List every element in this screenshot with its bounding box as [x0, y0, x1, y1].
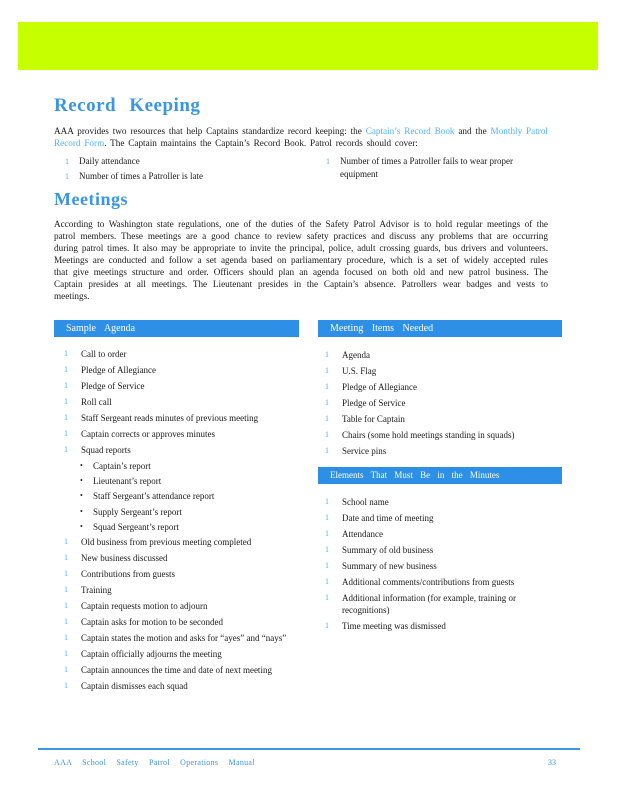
list-item-text: Training: [81, 584, 112, 595]
sub-list-item: [55, 521, 299, 533]
list-item: [316, 620, 552, 632]
bullet-icon: •: [80, 476, 83, 486]
list-item: [316, 365, 560, 377]
list-item-text: Table for Captain: [342, 414, 405, 424]
list-item-text: Captain states the motion and asks for “ayes” and “nays”: [81, 632, 287, 643]
bullet-icon: 1: [64, 648, 68, 658]
list-item-text: Captain asks for motion to be seconded: [81, 616, 223, 627]
list-item-text: Pledge of Allegiance: [81, 365, 156, 375]
list-item-text: Summary of new business: [342, 561, 437, 571]
record-keeping-text-1: AAA provides two resources that help Captains standardize record keeping: the: [54, 126, 366, 136]
bullet-icon: 1: [64, 664, 68, 674]
list-item-text: Call to order: [81, 349, 127, 359]
bullet-icon: 1: [325, 366, 329, 375]
list-item-text: Captain requests motion to adjourn: [81, 600, 208, 611]
list-item-text: Squad reports: [81, 445, 131, 455]
meeting-items-needed-list: [316, 349, 560, 461]
meetings-heading: Meetings: [54, 189, 128, 209]
list-item: [316, 576, 552, 588]
bullet-icon: 1: [325, 497, 329, 506]
bullet-icon: 1: [64, 600, 68, 610]
list-item: [55, 632, 299, 644]
list-item: [55, 680, 299, 692]
list-item: [55, 616, 299, 628]
list-item: [55, 536, 299, 548]
record-keeping-paragraph: [54, 125, 548, 149]
bullet-icon: 1: [65, 172, 69, 181]
bullet-icon: 1: [326, 157, 330, 166]
bullet-icon: 1: [325, 529, 329, 538]
bullet-icon: 1: [325, 621, 329, 630]
bullet-icon: 1: [64, 552, 68, 562]
list-item-text: Number of times a Patroller fails to wear proper equipment: [340, 156, 513, 179]
bullet-icon: 1: [325, 545, 329, 554]
footer-title: AAA School Safety Patrol Operations Manual: [54, 758, 255, 767]
bullet-icon: 1: [64, 349, 68, 358]
list-item-text: Time meeting was dismissed: [342, 621, 446, 631]
list-item-text: Pledge of Service: [81, 381, 145, 391]
record-items-right: [316, 155, 552, 183]
list-item: [316, 544, 552, 556]
bullet-icon: 1: [64, 680, 68, 690]
list-item-text: Additional information (for example, training or recognitions): [342, 593, 516, 615]
record-items-left: [55, 155, 315, 185]
list-item: [55, 552, 299, 564]
bullet-icon: 1: [64, 445, 68, 454]
bullet-icon: •: [80, 506, 83, 516]
bullet-icon: 1: [64, 536, 68, 546]
list-item: [55, 170, 315, 183]
list-item-text: Number of times a Patroller is late: [79, 171, 203, 181]
list-item: [55, 364, 299, 376]
bullet-icon: •: [80, 491, 83, 501]
list-item: [55, 348, 299, 360]
list-item: [55, 648, 299, 660]
list-item-text: Captain’s report: [93, 461, 151, 471]
sample-agenda-header: Sample Agenda: [54, 320, 299, 337]
bullet-icon: 1: [325, 430, 329, 439]
monthly-patrol-record-form-link[interactable]: Monthly Patrol Record Form: [54, 126, 548, 148]
list-item: [316, 445, 560, 457]
list-item-text: Summary of old business: [342, 545, 434, 555]
list-item-text: Captain announces the time and date of next meeting: [81, 664, 272, 675]
list-item: [55, 412, 299, 424]
meetings-paragraph: According to Washington state regulations, one of the duties of the Safety Patrol Advisor is to hold regular meetings of the patrol members. These meetings are a good chance to review safety practices and discuss any problems that are occurring during patrol times. It also may be appropriate to invite the principal, police, adult crossing guards, bus drivers and volunteers. Meetings are conducted and follow a set agenda based on parliamentary procedure, which is a set of widely accepted rules that give meetings structure and order. Officers should plan an agenda focused on both old and new patrol business. The Captain presides at all meetings. The Lieutenant presides in the Captain’s absence. Patrollers wear badges and vests to meetings.: [54, 219, 548, 301]
sub-list-item: [55, 506, 299, 518]
list-item-text: Captain corrects or approves minutes: [81, 429, 215, 439]
record-keeping-text-2: and the: [454, 126, 491, 136]
minutes-elements-header: Elements That Must Be in the Minutes: [318, 467, 562, 484]
list-item: [55, 428, 299, 440]
list-item-text: Captain dismisses each squad: [81, 680, 188, 691]
list-item: [316, 496, 552, 508]
list-item-text: Old business from previous meeting completed: [81, 536, 252, 547]
list-item-text: School name: [342, 497, 389, 507]
list-item: [316, 381, 560, 393]
list-item: [316, 528, 552, 540]
list-item: [316, 155, 552, 181]
footer-rule: [38, 748, 580, 750]
list-item: [316, 397, 560, 409]
list-item-text: Agenda: [342, 350, 370, 360]
bullet-icon: 1: [325, 513, 329, 522]
list-item: [55, 568, 299, 580]
meeting-items-needed-header: Meeting Items Needed: [318, 320, 562, 337]
list-item-text: Staff Sergeant’s attendance report: [93, 491, 215, 502]
list-item: [316, 512, 552, 524]
bullet-icon: 1: [64, 584, 68, 594]
bullet-icon: •: [80, 461, 83, 470]
list-item: [55, 155, 315, 168]
list-item-text: Chairs (some hold meetings standing in squads): [342, 430, 515, 440]
record-keeping-heading: Record Keeping: [54, 95, 201, 116]
page-number: 33: [548, 758, 556, 767]
list-item: [55, 380, 299, 392]
record-keeping-text-3: . The Captain maintains the Captain’s Record Book. Patrol records should cover:: [104, 138, 418, 148]
bullet-icon: 1: [325, 382, 329, 391]
bullet-icon: 1: [325, 577, 329, 586]
list-item-text: Supply Sergeant’s report: [93, 506, 182, 517]
list-item-text: Additional comments/contributions from guests: [342, 577, 515, 587]
list-item: [316, 560, 552, 572]
list-item-text: Staff Sergeant reads minutes of previous meeting: [81, 413, 259, 423]
list-item: [55, 396, 299, 408]
sub-list-item: [55, 475, 299, 487]
list-item-text: Roll call: [81, 397, 112, 407]
bullet-icon: 1: [325, 446, 329, 455]
bullet-icon: 1: [65, 157, 69, 166]
bullet-icon: 1: [325, 398, 329, 407]
list-item: [316, 592, 552, 616]
bullet-icon: 1: [64, 397, 68, 406]
bullet-icon: •: [80, 521, 83, 531]
bullet-icon: 1: [64, 429, 68, 438]
bullet-icon: 1: [64, 381, 68, 390]
list-item: [55, 664, 299, 676]
bullet-icon: 1: [325, 414, 329, 423]
sample-agenda-list: [55, 348, 299, 696]
bullet-icon: 1: [64, 632, 68, 642]
list-item-text: Pledge of Service: [342, 398, 406, 408]
sub-list-item: [55, 460, 299, 472]
sub-list-item: [55, 490, 299, 502]
list-item: [55, 444, 299, 456]
list-item-text: Attendance: [342, 529, 383, 539]
list-item: [316, 429, 560, 441]
list-item-text: Squad Sergeant’s report: [93, 521, 179, 532]
captains-record-book-link[interactable]: Captain’s Record Book: [365, 126, 455, 136]
bullet-icon: 1: [325, 593, 329, 602]
list-item-text: U.S. Flag: [342, 366, 377, 376]
bullet-icon: 1: [64, 568, 68, 578]
bullet-icon: 1: [325, 350, 329, 359]
list-item-text: Date and time of meeting: [342, 513, 434, 523]
list-item: [55, 600, 299, 612]
list-item-text: New business discussed: [81, 552, 168, 563]
list-item-text: Service pins: [342, 446, 387, 456]
list-item-text: Captain officially adjourns the meeting: [81, 648, 222, 659]
list-item: [55, 584, 299, 596]
bullet-icon: 1: [325, 561, 329, 570]
list-item-text: Pledge of Allegiance: [342, 382, 417, 392]
top-banner: [18, 22, 598, 70]
list-item: [316, 349, 560, 361]
minutes-elements-list: [316, 496, 552, 636]
bullet-icon: 1: [64, 413, 68, 422]
list-item-text: Lieutenant’s report: [93, 476, 162, 487]
bullet-icon: 1: [64, 365, 68, 374]
list-item-text: Contributions from guests: [81, 568, 175, 579]
bullet-icon: 1: [64, 616, 68, 626]
list-item-text: Daily attendance: [79, 156, 140, 166]
list-item: [316, 413, 560, 425]
